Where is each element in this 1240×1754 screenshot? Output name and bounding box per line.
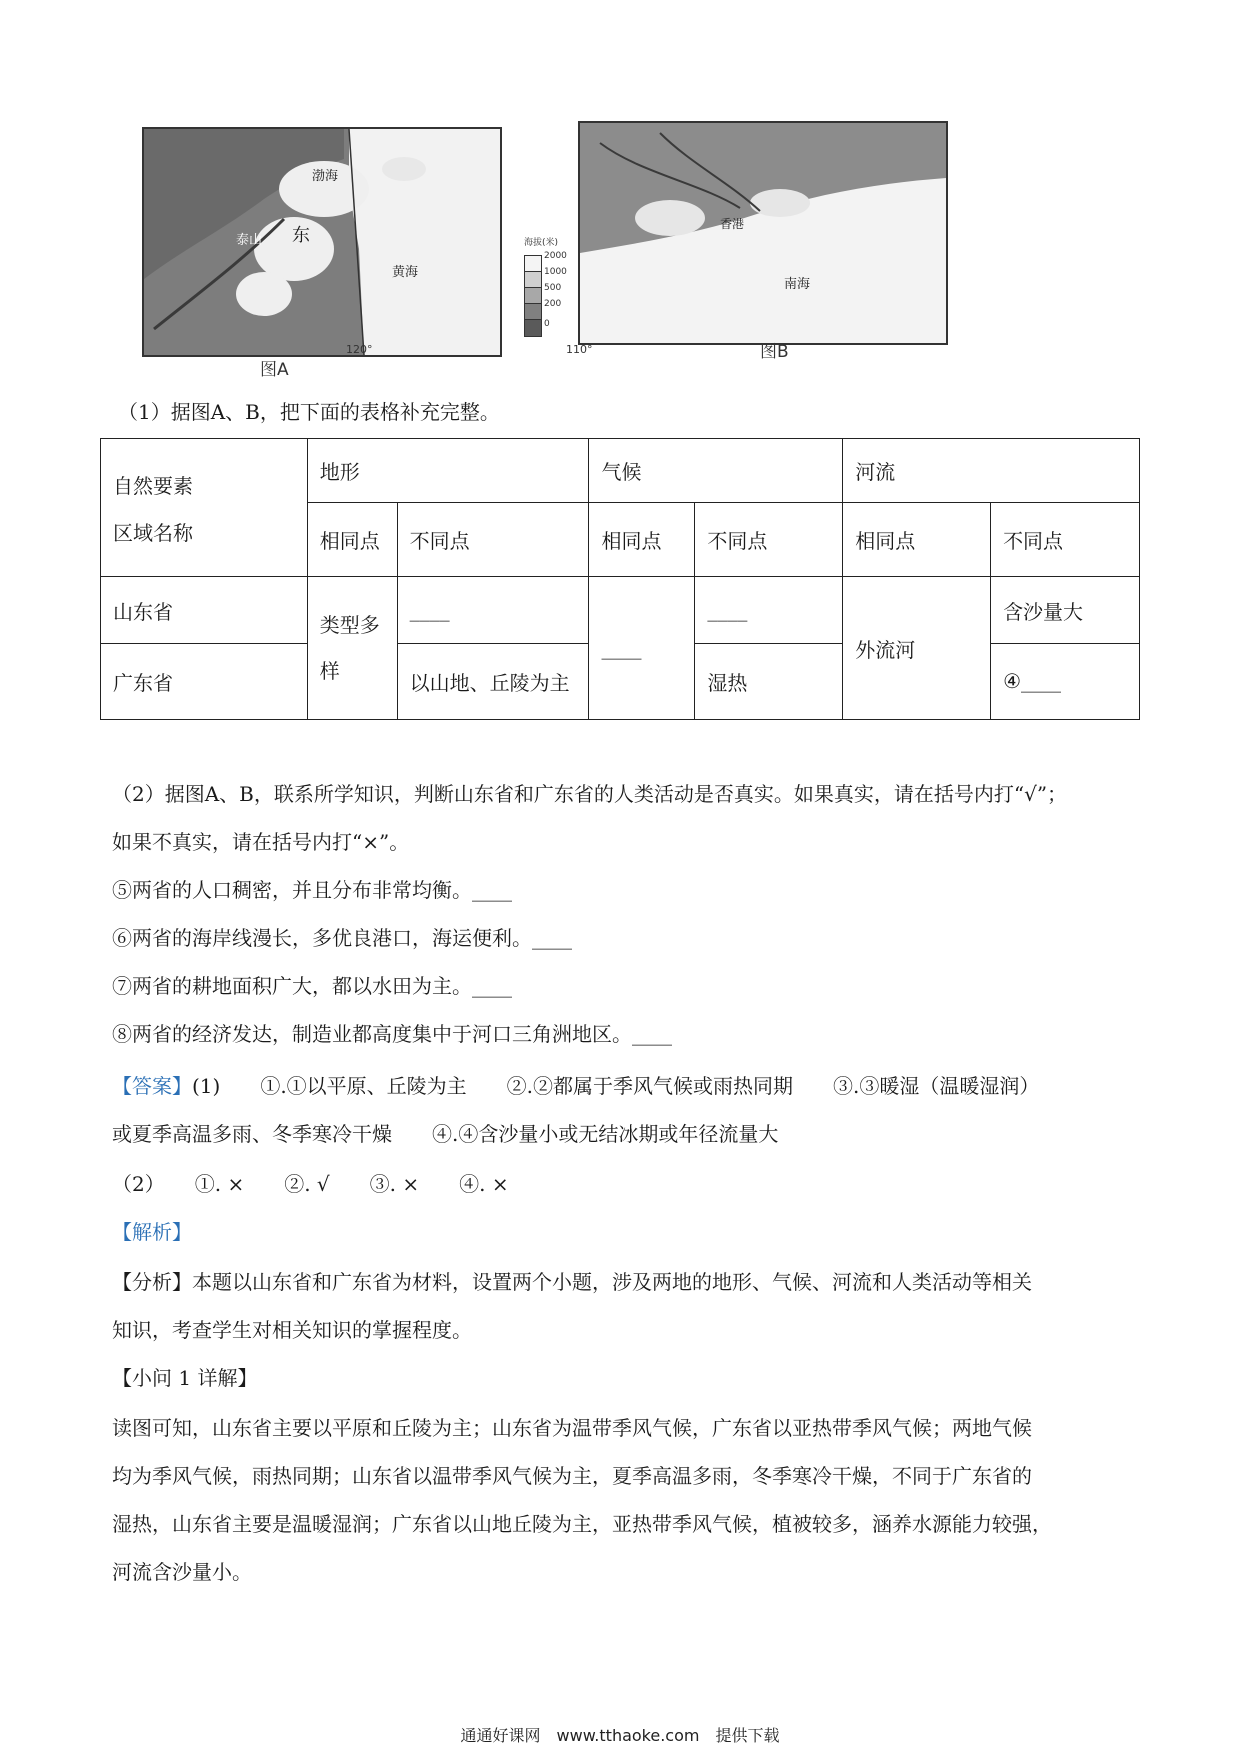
detail-line-1: 读图可知，山东省主要以平原和丘陵为主；山东省为温带季风气候，广东省以亚热带季风气候；两地气候 <box>112 1416 1032 1440</box>
figure-area <box>140 95 980 385</box>
question-2-prompt-1: （2）据图A、B，联系所学知识，判断山东省和广东省的人类活动是否真实。如果真实，请在括号内打“√”； <box>112 782 1068 806</box>
legend-value: 1000 <box>544 267 567 277</box>
river-same-header: 相同点 <box>843 503 991 577</box>
question-item-7: ⑦两省的耕地面积广大，都以水田为主。____ <box>112 974 512 998</box>
answer-line-1 <box>112 1072 1039 1100</box>
legend-title: 海拔(米) <box>524 238 559 248</box>
detail-line-3: 湿热，山东省主要是温暖湿润；广东省以山地丘陵为主，亚热带季风气候，植被较多，涵养水源能力较强， <box>112 1512 1052 1536</box>
guangdong-river-diff: ④____ <box>991 643 1140 719</box>
terrain-same-cell <box>307 577 397 720</box>
header-natural-elements: 自然要素 <box>113 473 193 498</box>
answer-part-1: (1) ①.①以平原、丘陵为主 ②.②都属于季风气候或雨热同期 ③.③暖湿（温暖湿润） <box>192 1074 1040 1098</box>
map-a-label-taishan: 泰山 <box>236 233 263 248</box>
answer-line-3: （2） ①. × ②. √ ③. × ④. × <box>112 1172 509 1196</box>
map-a-label-huanghai: 黄海 <box>392 265 419 280</box>
map-b-label-hongkong: 香港 <box>720 217 745 231</box>
elevation-legend <box>524 238 568 347</box>
map-b-longitude: 110° <box>566 343 593 356</box>
row-shandong-label: 山东省 <box>101 577 308 643</box>
map-b-drawing <box>580 123 946 343</box>
header-terrain: 地形 <box>307 439 589 503</box>
sub-question-title: 【小问 1 详解】 <box>112 1366 258 1390</box>
question-item-6: ⑥两省的海岸线漫长，多优良港口，海运便利。____ <box>112 926 572 950</box>
terrain-same-header: 相同点 <box>307 503 397 577</box>
analysis-summary-1: 【分析】本题以山东省和广东省为材料，设置两个小题，涉及两地的地形、气候、河流和人类活动等相关 <box>112 1270 1032 1294</box>
legend-value: 0 <box>544 319 550 329</box>
legend-value: 2000 <box>544 251 567 261</box>
legend-value: 500 <box>544 283 562 293</box>
map-a-caption: 图A <box>260 360 289 380</box>
detail-line-2: 均为季风气候，雨热同期；山东省以温带季风气候为主，夏季高温多雨，冬季寒冷干燥，不同于广东省的 <box>112 1464 1032 1488</box>
map-a-image <box>142 127 502 357</box>
guangdong-climate-diff: 湿热 <box>695 643 843 719</box>
map-a-label-bohai: 渤海 <box>312 169 339 184</box>
river-same-cell: 外流河 <box>843 577 991 720</box>
comparison-table <box>100 438 1140 720</box>
question-item-5: ⑤两省的人口稠密，并且分布非常均衡。____ <box>112 878 512 902</box>
row-guangdong-label: 广东省 <box>101 643 308 719</box>
legend-value: 200 <box>544 299 562 309</box>
terrain-same-text-2: 样 <box>319 659 340 684</box>
river-diff-header: 不同点 <box>991 503 1140 577</box>
header-region-name: 区域名称 <box>113 520 193 545</box>
question-item-8: ⑧两省的经济发达，制造业都高度集中于河口三角洲地区。____ <box>112 1022 672 1046</box>
map-a-longitude: 120° <box>346 343 373 356</box>
question-2-prompt-2: 如果不真实，请在括号内打“×”。 <box>112 830 410 854</box>
map-a-label-dong: 东 <box>292 225 310 246</box>
shandong-terrain-diff: ____ <box>397 577 589 643</box>
map-b-image <box>578 121 948 345</box>
climate-same-cell: ____ <box>589 577 695 720</box>
shandong-climate-diff: ____ <box>695 577 843 643</box>
page-footer: 通通好课网 www.tthaoke.com 提供下载 <box>460 1726 780 1745</box>
question-1-prompt: （1）据图A、B，把下面的表格补充完整。 <box>118 400 500 424</box>
analysis-tag: 【解析】 <box>112 1220 192 1244</box>
answer-tag: 【答案】 <box>112 1074 192 1098</box>
shandong-river-diff: 含沙量大 <box>991 577 1140 643</box>
answer-line-2: 或夏季高温多雨、冬季寒冷干燥 ④.④含沙量小或无结冰期或年径流量大 <box>112 1122 779 1146</box>
analysis-summary-2: 知识，考查学生对相关知识的掌握程度。 <box>112 1318 472 1342</box>
terrain-same-text-1: 类型多 <box>319 613 380 638</box>
header-climate: 气候 <box>589 439 843 503</box>
climate-same-header: 相同点 <box>589 503 695 577</box>
detail-line-4: 河流含沙量小。 <box>112 1560 252 1584</box>
climate-diff-header: 不同点 <box>695 503 843 577</box>
map-a-drawing <box>144 129 500 355</box>
header-corner-cell <box>101 439 308 577</box>
guangdong-terrain-diff: 以山地、丘陵为主 <box>397 643 589 719</box>
map-b-caption: 图B <box>760 342 789 362</box>
terrain-diff-header: 不同点 <box>397 503 589 577</box>
map-b-label-nanhai: 南海 <box>784 277 811 292</box>
header-river: 河流 <box>843 439 1140 503</box>
